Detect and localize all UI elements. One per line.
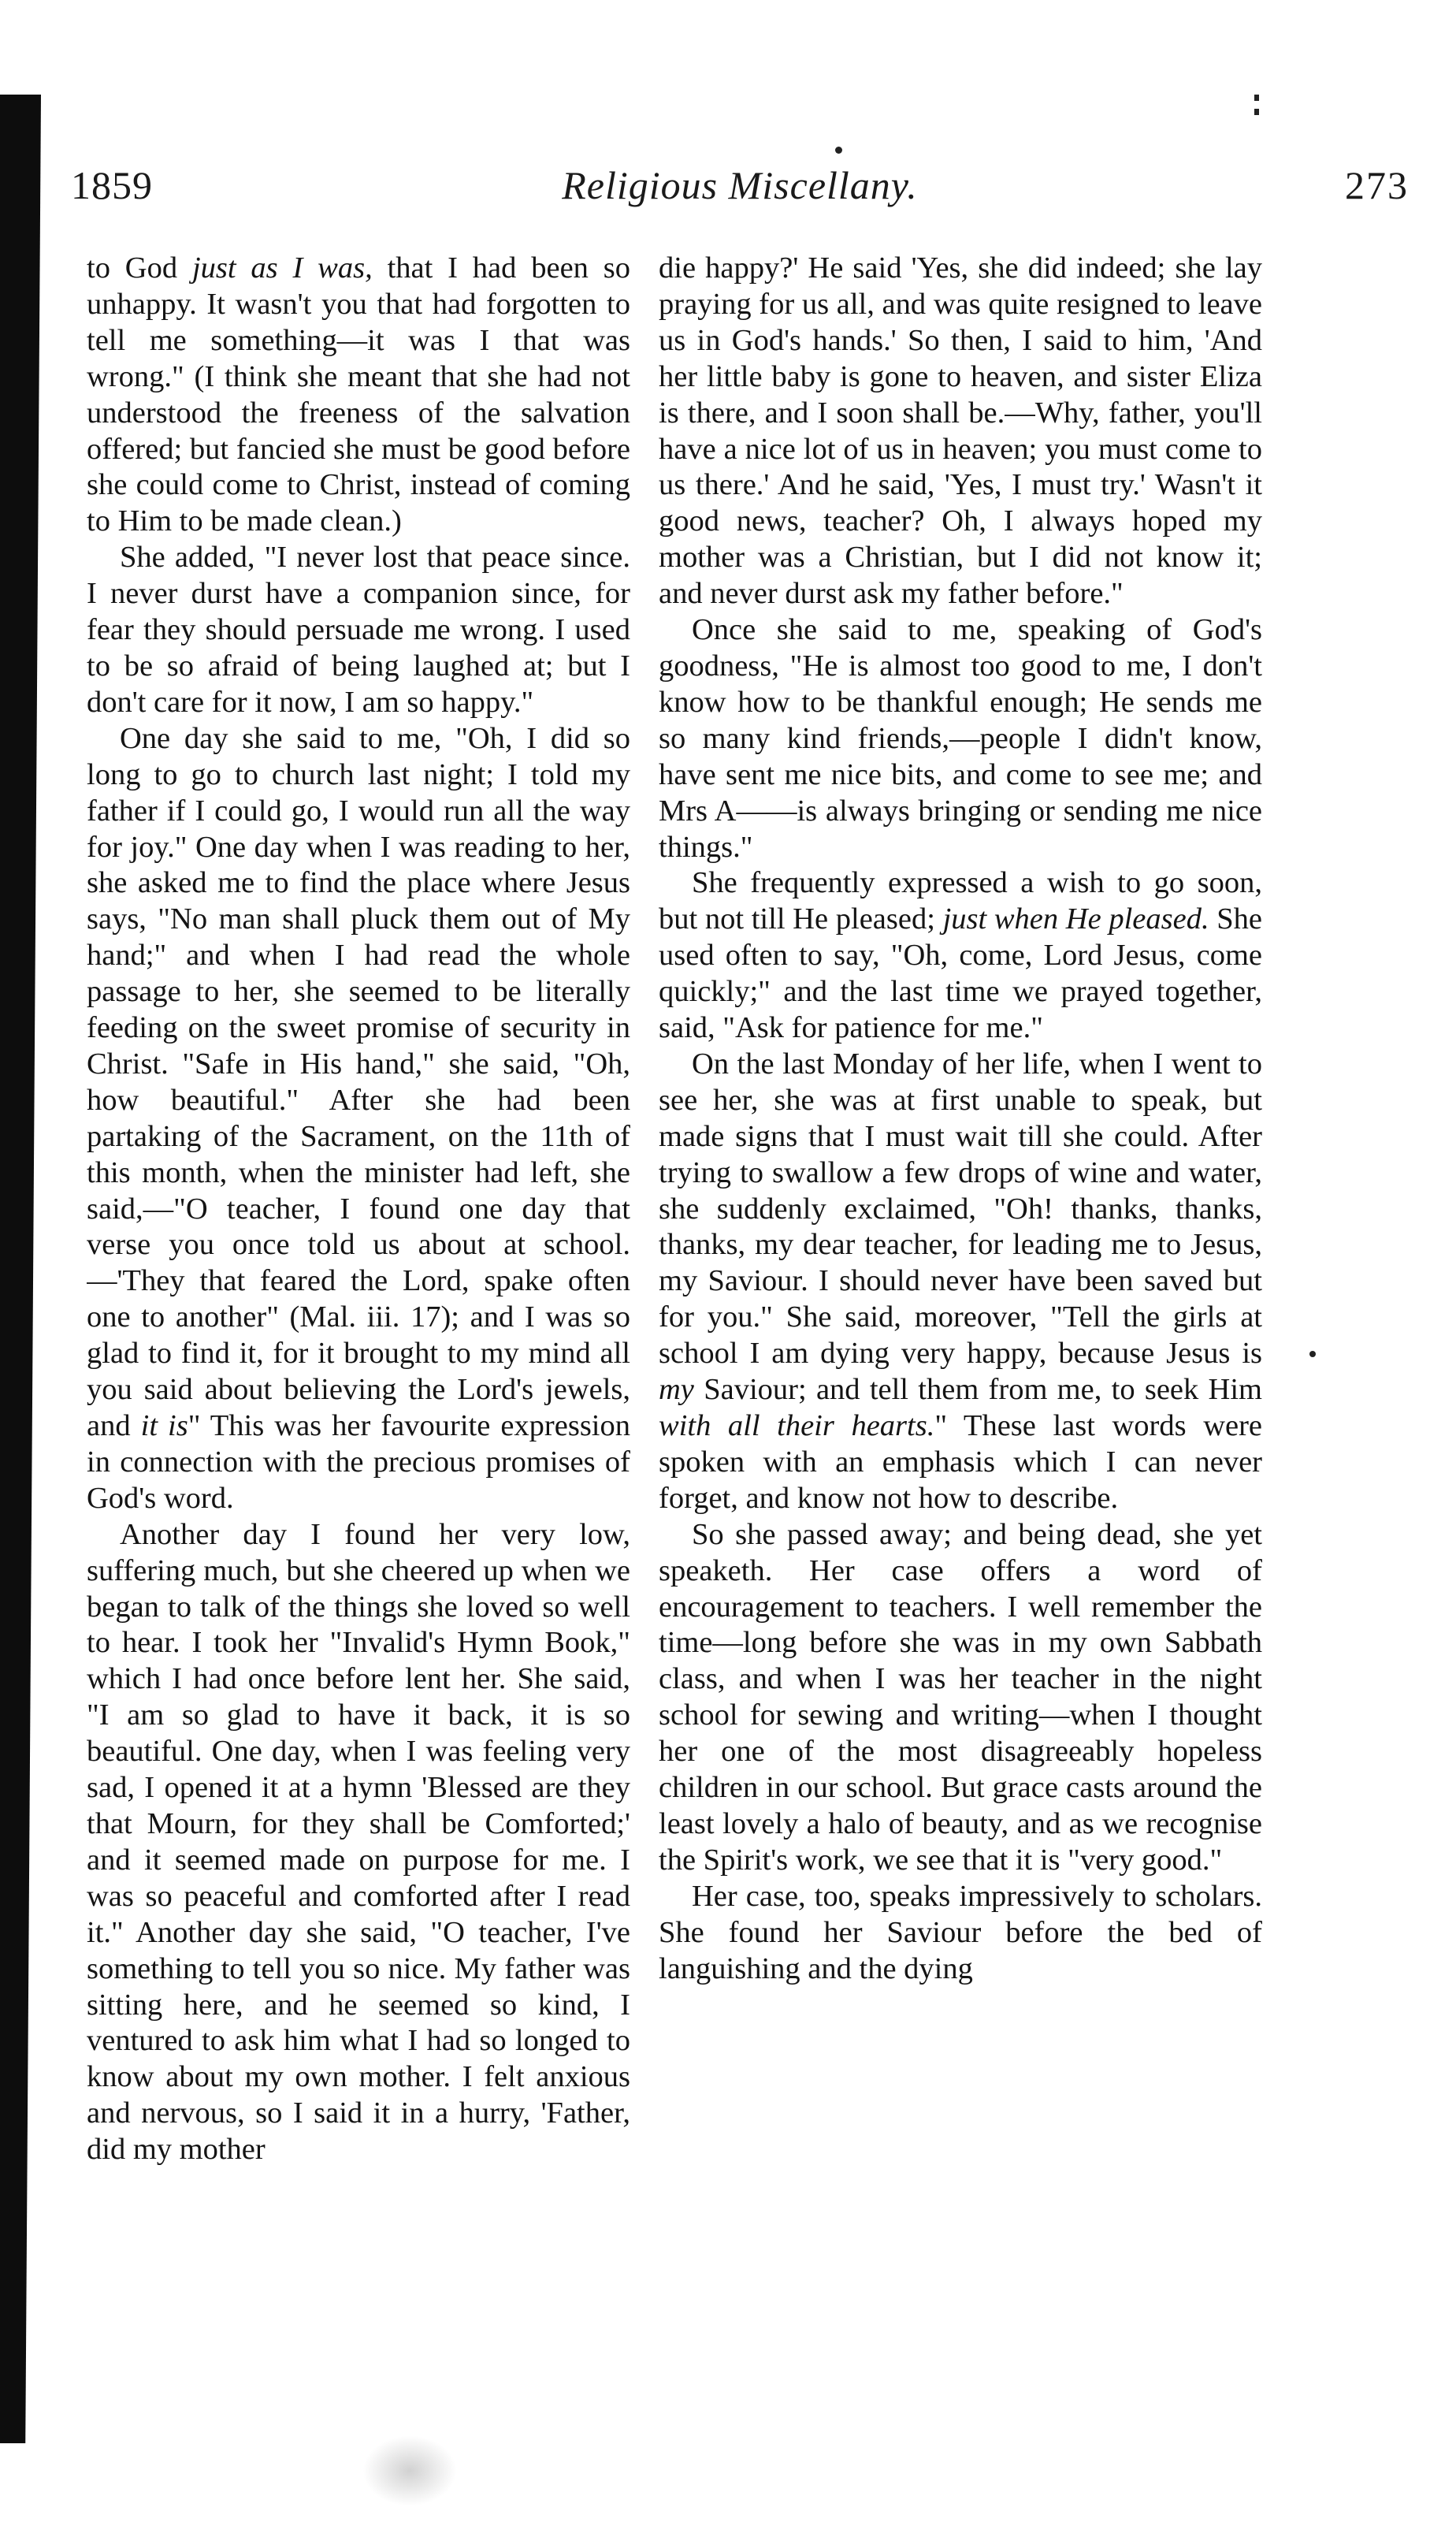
italic-text: my xyxy=(659,1373,694,1407)
text-run: She used often to say, "Oh, come, Lord Jesus, come quickly;" and the last time we prayed together, said, "Ask for patience for me." xyxy=(659,902,1262,1045)
paragraph: die happy?' He said 'Yes, she did indeed; she lay praying for us all, and was quite resigned to leave us in God's hands.' So then, I said to him, 'And her little baby is gone to heaven, and sister Eliza is there, and I soon shall be.—Why, father, you'll have a nice lot of us in heaven; you must come to us there.' And he said, 'Yes, I must try.' Wasn't it good news, teacher? Oh, I always hoped my mother was a Christian, but I did not know it; and never durst ask my father before." xyxy=(659,251,1262,611)
right-column xyxy=(659,251,1262,2394)
paragraph: So she passed away; and being dead, she yet speaketh. Her case offers a word of encouragement to teachers. I well remember the time—long before she was in my own Sabbath class, and when I was her teacher in the night school for sewing and writing—when I thought her one of the most disagreeably hopeless children in our school. But grace casts around the least lovely a halo of beauty, and as we recognise the Spirit's work, we see that it is "very good." xyxy=(659,1517,1262,1877)
left-column xyxy=(87,251,630,2394)
paragraph: Once she said to me, speaking of God's goodness, "He is almost too good to me, I don't know how to be thankful enough; He sends me so many kind friends,—people I didn't know, have sent me nice bits, and come to see me; and Mrs A——is always bringing or sending me nice things." xyxy=(659,613,1262,864)
text-run: On the last Monday of her life, when I went to see her, she was at first unable to speak, but made signs that I must wait till she could. After trying to swallow a few drops of wine and water, she suddenly exclaimed, "Oh! thanks, thanks, thanks, my dear teacher, for leading me to Jesus, my Saviour. I should never have been saved but for you." She said, moreover, "Tell the girls at school I am dying very happy, because Jesus is xyxy=(659,1047,1262,1371)
text-run: One day she said to me, "Oh, I did so long to go to church last night; I told my father if I could go, I would run all the way for joy." One day when I was reading to her, she asked me to find the place where Jesus says, "No man shall pluck them out of My hand;" and when I had read the whole passage to her, she seemed to be literally feeding on the sweet promise of security in Christ. "Safe in His hand," she said, "Oh, how beautiful." After she had been partaking of the Sacrament, on the 11th of this month, when the minister had left, she said,—"O teacher, I found one day that verse you once told us about at school.—'They that feared the Lord, spake often one to another" (Mal. iii. 17); and I was so glad to find it, for it brought to my mind all you said about believing the Lord's jewels, and xyxy=(87,721,630,1442)
text-run: that I had been so unhappy. It wasn't you that had forgotten to tell me something—it was I that was wrong." (I think she meant that she had not understood the freeness of the salvation offered; but fancied she must be good before she could come to Christ, instead of coming to Him to be made clean.) xyxy=(87,251,630,538)
page-header xyxy=(71,162,1409,225)
paragraph: Another day I found her very low, suffering much, but she cheered up when we began to talk of the things she loved so well to hear. I took her "Invalid's Hymn Book," which I had once before lent her. She said, "I am so glad to have it back, it is so beautiful. One day, when I was feeling very sad, I opened it at a hymn 'Blessed are they that Mourn, for they shall be Comforted;' and it seemed made on purpose for me. I was so peaceful and comforted after I read it." Another day she said, "O teacher, I've something to tell you so nice. My father was sitting here, and he seemed so kind, I ventured to ask him what I had so longed to know about my own mother. I felt anxious and nervous, so I said it in a hurry, 'Father, did my mother xyxy=(87,1517,630,2167)
paragraph: Her case, too, speaks impressively to scholars. She found her Saviour before the bed of languishing and the dying xyxy=(659,1879,1262,1985)
text-run: " This was her favourite expression in connection with the precious promises of God's word. xyxy=(87,1409,630,1515)
scan-speck xyxy=(1309,1351,1316,1357)
header-title: Religious Miscellany. xyxy=(562,163,918,207)
text-run: to God xyxy=(87,251,192,285)
paragraph xyxy=(659,865,1262,1047)
scan-speck xyxy=(1254,95,1259,101)
text-run: " These last words were spoken with an emphasis which I can never forget, and know not how to describe. xyxy=(659,1409,1262,1515)
italic-text: with all their hearts. xyxy=(659,1409,935,1442)
paragraph xyxy=(87,721,630,1517)
page-number: 273 xyxy=(1345,163,1409,207)
scan-speck xyxy=(1254,109,1259,115)
paragraph: She added, "I never lost that peace since. I never durst have a companion since, for fear they should persuade me wrong. I used to be so afraid of being laughed at; but I don't care for it now, I am so happy." xyxy=(87,541,630,719)
text-run: She frequently expressed a wish to go soon, but not till He pleased; xyxy=(659,866,1262,936)
text-run: Saviour; and tell them from me, to seek Him xyxy=(693,1373,1262,1407)
italic-text: it is xyxy=(140,1409,188,1442)
header-year: 1859 xyxy=(71,163,153,207)
italic-text: just as I was, xyxy=(191,251,373,285)
book-binding-shadow xyxy=(0,95,41,2443)
scan-speck xyxy=(835,147,842,154)
paragraph xyxy=(87,251,630,540)
paragraph xyxy=(659,1047,1262,1517)
ink-smudge xyxy=(362,2435,457,2506)
italic-text: just when He pleased. xyxy=(942,902,1209,936)
